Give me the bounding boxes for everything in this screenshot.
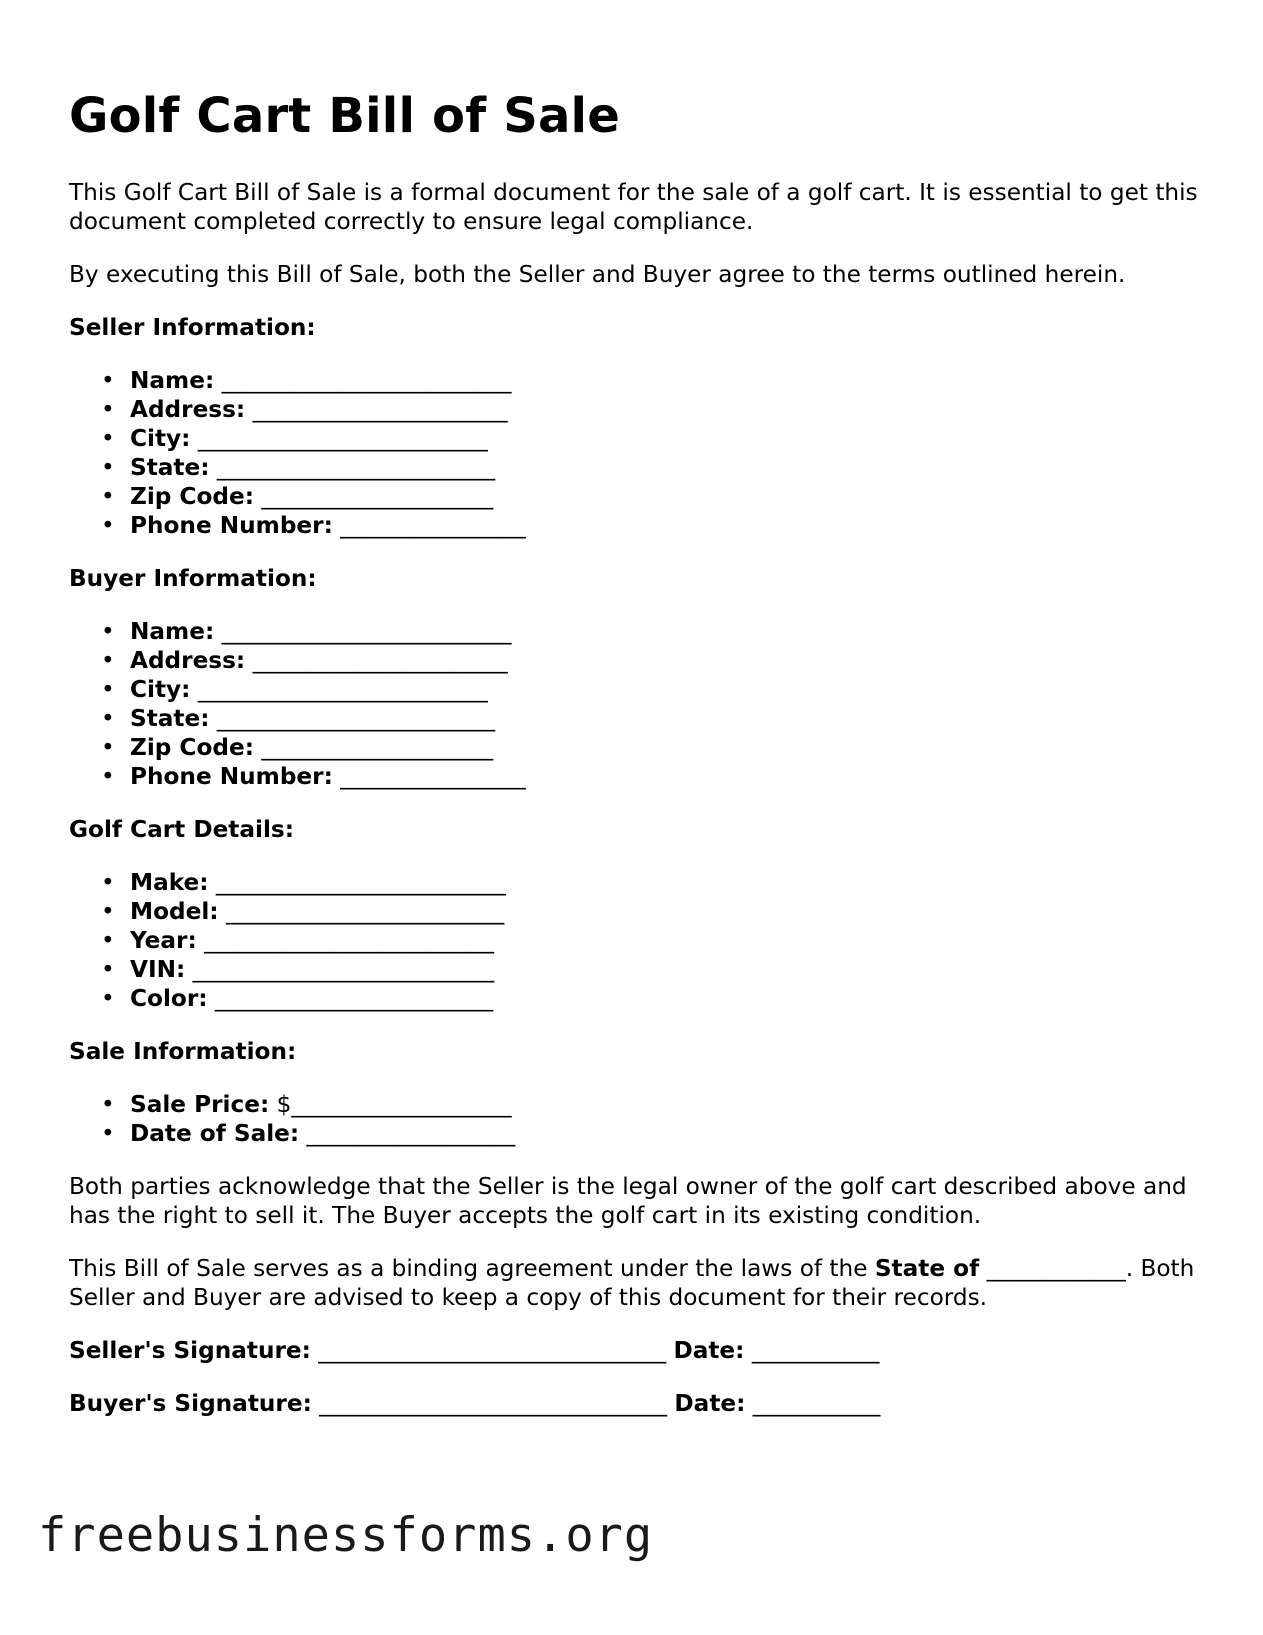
binding-paragraph: This Bill of Sale serves as a binding agreement under the laws of the State of ____________. Both Seller and Buyer are advised to keep a copy of this document for their records. (69, 1255, 1195, 1311)
seller-name-field[interactable]: • Name: _________________________ (101, 367, 512, 394)
buyer-address-field[interactable]: • Address: ______________________ (101, 647, 508, 674)
seller-signature-line[interactable]: Seller's Signature: ______________________________ Date: ___________ (69, 1337, 880, 1364)
bullet-icon: • (101, 396, 115, 423)
bullet-icon: • (101, 956, 115, 983)
sale-price-field[interactable]: • Sale Price: $___________________ (101, 1091, 512, 1118)
bullet-icon: • (101, 454, 115, 481)
bullet-icon: • (101, 1091, 115, 1118)
agreement-paragraph: By executing this Bill of Sale, both the Seller and Buyer agree to the terms outlined herein. (69, 261, 1126, 288)
cart-year-field[interactable]: • Year: _________________________ (101, 927, 494, 954)
document-title: Golf Cart Bill of Sale (69, 88, 620, 144)
site-watermark: freebusinessforms.org (38, 1508, 654, 1563)
bullet-icon: • (101, 734, 115, 761)
bullet-icon: • (101, 425, 115, 452)
seller-fields-list (69, 366, 1199, 540)
seller-city-field[interactable]: • City: _________________________ (101, 425, 488, 452)
bullet-icon: • (101, 927, 115, 954)
bullet-icon: • (101, 985, 115, 1012)
bullet-icon: • (101, 367, 115, 394)
buyer-state-field[interactable]: • State: ________________________ (101, 705, 496, 732)
bullet-icon: • (101, 483, 115, 510)
bullet-icon: • (101, 869, 115, 896)
acknowledgement-paragraph: Both parties acknowledge that the Seller is the legal owner of the golf cart described above and has the right to sell it. The Buyer accepts the golf cart in its existing condition. (69, 1173, 1187, 1229)
buyer-section-heading: Buyer Information: (69, 565, 317, 592)
seller-address-field[interactable]: • Address: ______________________ (101, 396, 508, 423)
bullet-icon: • (101, 705, 115, 732)
sale-fields-list (69, 1090, 1199, 1148)
buyer-city-field[interactable]: • City: _________________________ (101, 676, 488, 703)
buyer-phone-field[interactable]: • Phone Number: ________________ (101, 763, 526, 790)
intro-paragraph: This Golf Cart Bill of Sale is a formal document for the sale of a golf cart. It is essential to get this document completed correctly to ensure legal compliance. (69, 179, 1198, 235)
bullet-icon: • (101, 512, 115, 539)
cart-vin-field[interactable]: • VIN: __________________________ (101, 956, 495, 983)
cart-model-field[interactable]: • Model: ________________________ (101, 898, 505, 925)
seller-phone-field[interactable]: • Phone Number: ________________ (101, 512, 526, 539)
buyer-name-field[interactable]: • Name: _________________________ (101, 618, 512, 645)
cart-color-field[interactable]: • Color: ________________________ (101, 985, 494, 1012)
sale-section-heading: Sale Information: (69, 1038, 297, 1065)
buyer-zip-field[interactable]: • Zip Code: ____________________ (101, 734, 494, 761)
seller-state-field[interactable]: • State: ________________________ (101, 454, 496, 481)
bullet-icon: • (101, 1120, 115, 1147)
document-page (69, 88, 1199, 1442)
bullet-icon: • (101, 618, 115, 645)
cart-fields-list (69, 868, 1199, 1013)
cart-make-field[interactable]: • Make: _________________________ (101, 869, 506, 896)
buyer-signature-line[interactable]: Buyer's Signature: ______________________________ Date: ___________ (69, 1390, 881, 1417)
bullet-icon: • (101, 763, 115, 790)
sale-date-field[interactable]: • Date of Sale: __________________ (101, 1120, 516, 1147)
cart-section-heading: Golf Cart Details: (69, 816, 295, 843)
bullet-icon: • (101, 647, 115, 674)
seller-section-heading: Seller Information: (69, 314, 316, 341)
bullet-icon: • (101, 676, 115, 703)
bullet-icon: • (101, 898, 115, 925)
seller-zip-field[interactable]: • Zip Code: ____________________ (101, 483, 494, 510)
buyer-fields-list (69, 617, 1199, 791)
